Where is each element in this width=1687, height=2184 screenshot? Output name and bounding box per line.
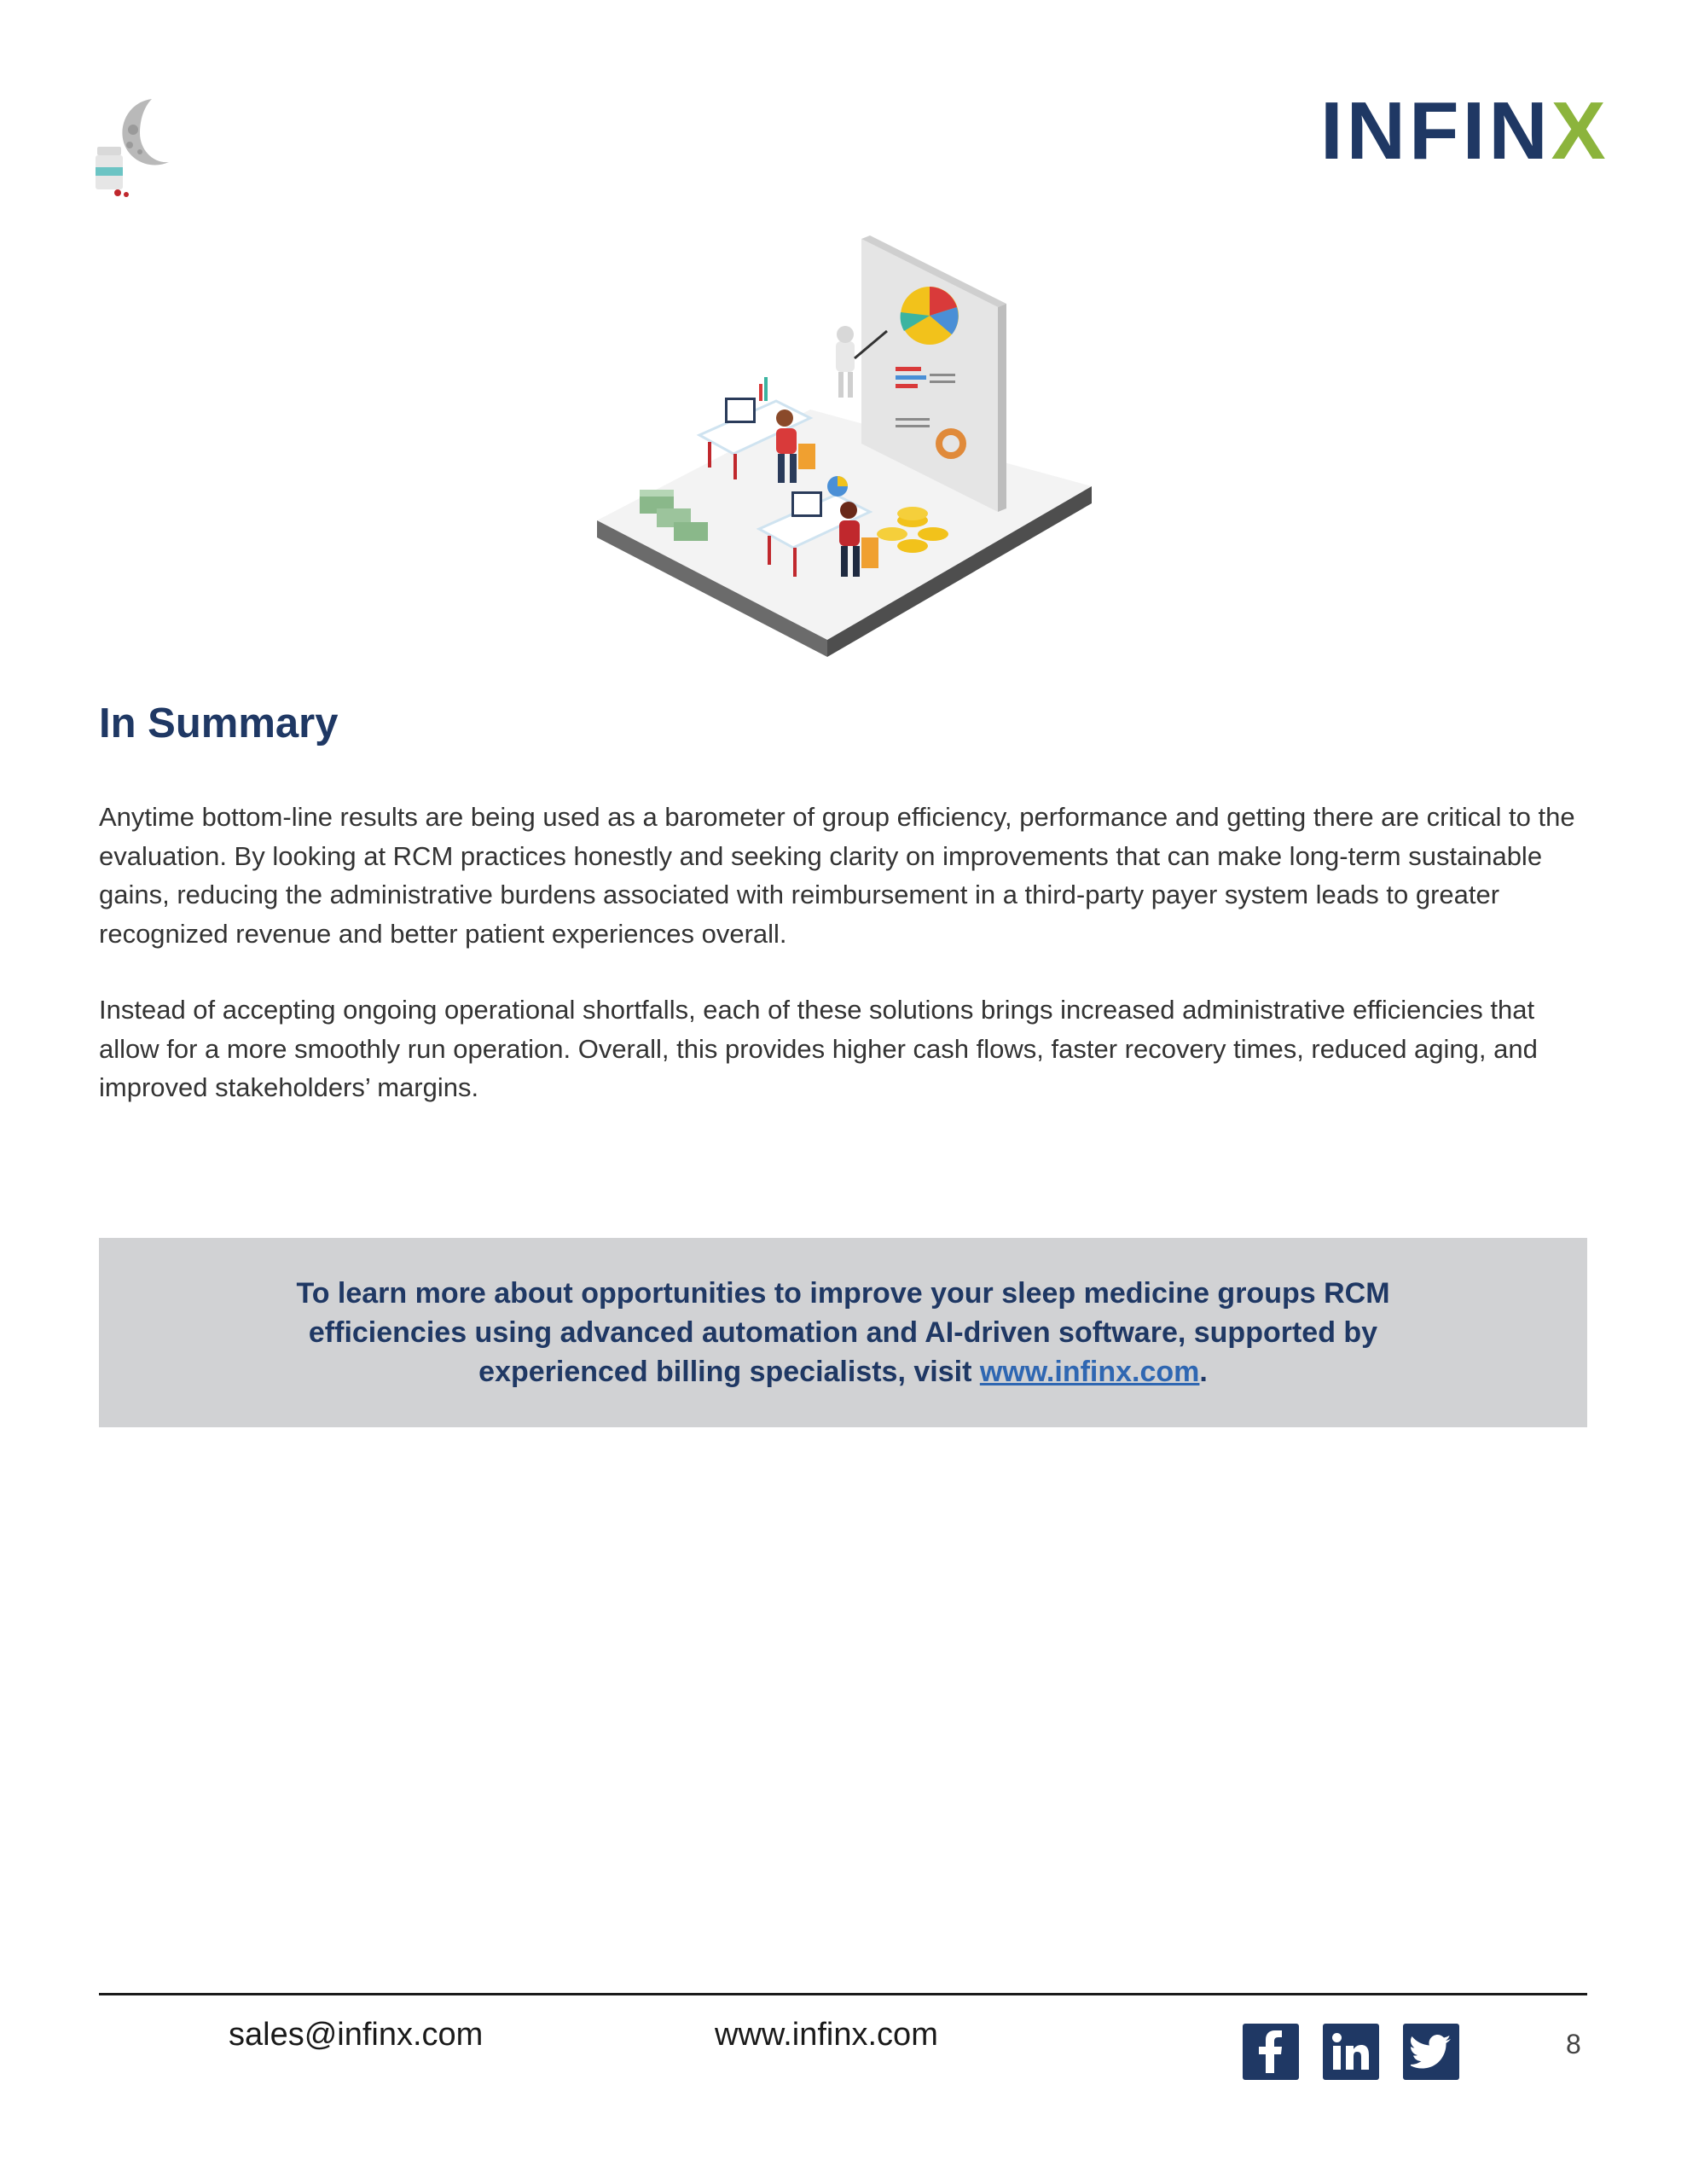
moon-pill-bottle-icon — [92, 96, 174, 201]
callout-body: To learn more about opportunities to improve your sleep medicine groups RCM efficiencies using advanced automation and AI-driven software, supported by experienced billing specialists, visit — [296, 1277, 1390, 1388]
infinx-logo — [1320, 85, 1609, 177]
brand-main: INFIN — [1320, 85, 1551, 177]
callout-box — [99, 1238, 1587, 1427]
footer-website[interactable]: www.infinx.com — [715, 2017, 938, 2053]
callout-link[interactable]: www.infinx.com — [979, 1356, 1200, 1388]
footer-divider — [99, 1993, 1587, 1995]
footer-email[interactable]: sales@infinx.com — [229, 2017, 484, 2053]
callout-text — [289, 1274, 1398, 1391]
callout-suffix: . — [1199, 1356, 1208, 1388]
page-number: 8 — [1566, 2029, 1581, 2059]
isometric-office-analytics-illustration — [588, 230, 1100, 665]
brand-accent: X — [1551, 85, 1609, 177]
facebook-icon[interactable] — [1243, 2024, 1299, 2080]
summary-paragraph-2: Instead of accepting ongoing operational shortfalls, each of these solutions brings increased administrative efficiencies that allow for a more smoothly run operation. Overall, this provides higher cash flows, faster recovery times, reduced aging, and improved stakeholders’ margins. — [99, 995, 1538, 1102]
linkedin-icon[interactable] — [1323, 2024, 1379, 2080]
twitter-icon[interactable] — [1403, 2024, 1459, 2080]
summary-paragraph-1: Anytime bottom-line results are being used as a barometer of group efficiency, performance and getting there are critical to the evaluation. By looking at RCM practices honestly and seeking clarity on improvements that can make long-term sustainable gains, reducing the administrative burdens associated with reimbursement in a third-party payer system leads to greater recognized revenue and better patient experiences overall. — [99, 802, 1575, 949]
section-title: In Summary — [99, 700, 339, 746]
